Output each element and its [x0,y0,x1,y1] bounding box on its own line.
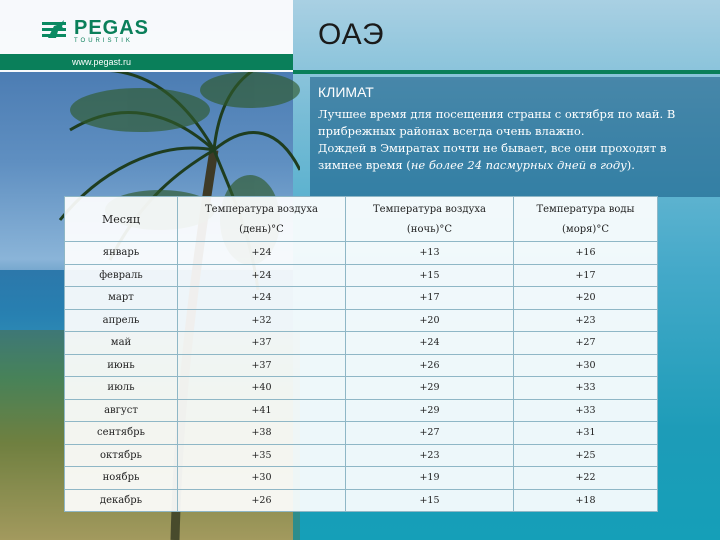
water-temp-cell: +33 [514,377,658,400]
water-temp-cell: +31 [514,422,658,445]
month-cell: август [65,399,178,422]
month-cell: сентябрь [65,422,178,445]
climate-table [64,196,658,512]
day-temp-cell: +24 [178,287,346,310]
water-temp-cell: +20 [514,287,658,310]
day-temp-cell: +40 [178,377,346,400]
night-temp-cell: +23 [346,444,514,467]
month-cell: март [65,287,178,310]
page-title: ОАЭ [318,18,385,51]
day-temp-cell: +30 [178,467,346,490]
site-url[interactable]: www.pegast.ru [72,57,132,67]
water-temp-cell: +30 [514,354,658,377]
night-temp-cell: +15 [346,264,514,287]
header-air-night: Температура воздуха (ночь)°C [346,197,514,242]
day-temp-cell: +38 [178,422,346,445]
night-temp-cell: +26 [346,354,514,377]
night-temp-cell: +29 [346,377,514,400]
water-temp-cell: +23 [514,309,658,332]
url-bar [0,54,293,70]
table-row [65,242,658,265]
night-temp-cell: +15 [346,489,514,512]
table-row [65,332,658,355]
month-cell: октябрь [65,444,178,467]
night-temp-cell: +13 [346,242,514,265]
night-temp-cell: +17 [346,287,514,310]
day-temp-cell: +35 [178,444,346,467]
climate-line-1: Лучшее время для посещения страны с октября по май. В прибрежных районах всегда очень влажно. [318,107,676,138]
month-cell: декабрь [65,489,178,512]
water-temp-cell: +16 [514,242,658,265]
table-row [65,309,658,332]
day-temp-cell: +24 [178,264,346,287]
water-temp-cell: +25 [514,444,658,467]
table-row [65,354,658,377]
month-cell: июнь [65,354,178,377]
night-temp-cell: +27 [346,422,514,445]
month-cell: май [65,332,178,355]
title-divider [293,70,720,74]
water-temp-cell: +27 [514,332,658,355]
climate-heading: КЛИМАТ [318,84,374,100]
day-temp-cell: +37 [178,354,346,377]
day-temp-cell: +24 [178,242,346,265]
day-temp-cell: +37 [178,332,346,355]
night-temp-cell: +20 [346,309,514,332]
table-row [65,399,658,422]
table-row [65,264,658,287]
day-temp-cell: +32 [178,309,346,332]
pegasus-icon [42,18,68,44]
logo-subtitle: TOURISTIK [74,38,133,44]
month-cell: январь [65,242,178,265]
night-temp-cell: +19 [346,467,514,490]
table-header-row [65,197,658,242]
header-air-day: Температура воздуха (день)°C [178,197,346,242]
water-temp-cell: +33 [514,399,658,422]
climate-line-2: Дождей в Эмиратах почти не бывает, все они проходят в зимнее время (не более 24 пасмурных дней в году). [318,141,667,172]
table-row [65,444,658,467]
table-row [65,287,658,310]
logo-name: PEGAS [74,17,150,39]
climate-line-2-italic: не более 24 пасмурных дней в году [410,158,627,172]
table-row [65,467,658,490]
table-row [65,422,658,445]
day-temp-cell: +41 [178,399,346,422]
month-cell: февраль [65,264,178,287]
night-temp-cell: +29 [346,399,514,422]
water-temp-cell: +17 [514,264,658,287]
pegas-logo[interactable] [42,18,149,44]
header-water: Температура воды (моря)°C [514,197,658,242]
climate-description [318,106,712,174]
table-row [65,489,658,512]
table-row [65,377,658,400]
month-cell: апрель [65,309,178,332]
water-temp-cell: +22 [514,467,658,490]
water-temp-cell: +18 [514,489,658,512]
day-temp-cell: +26 [178,489,346,512]
header-month: Месяц [65,197,178,242]
month-cell: ноябрь [65,467,178,490]
month-cell: июль [65,377,178,400]
night-temp-cell: +24 [346,332,514,355]
